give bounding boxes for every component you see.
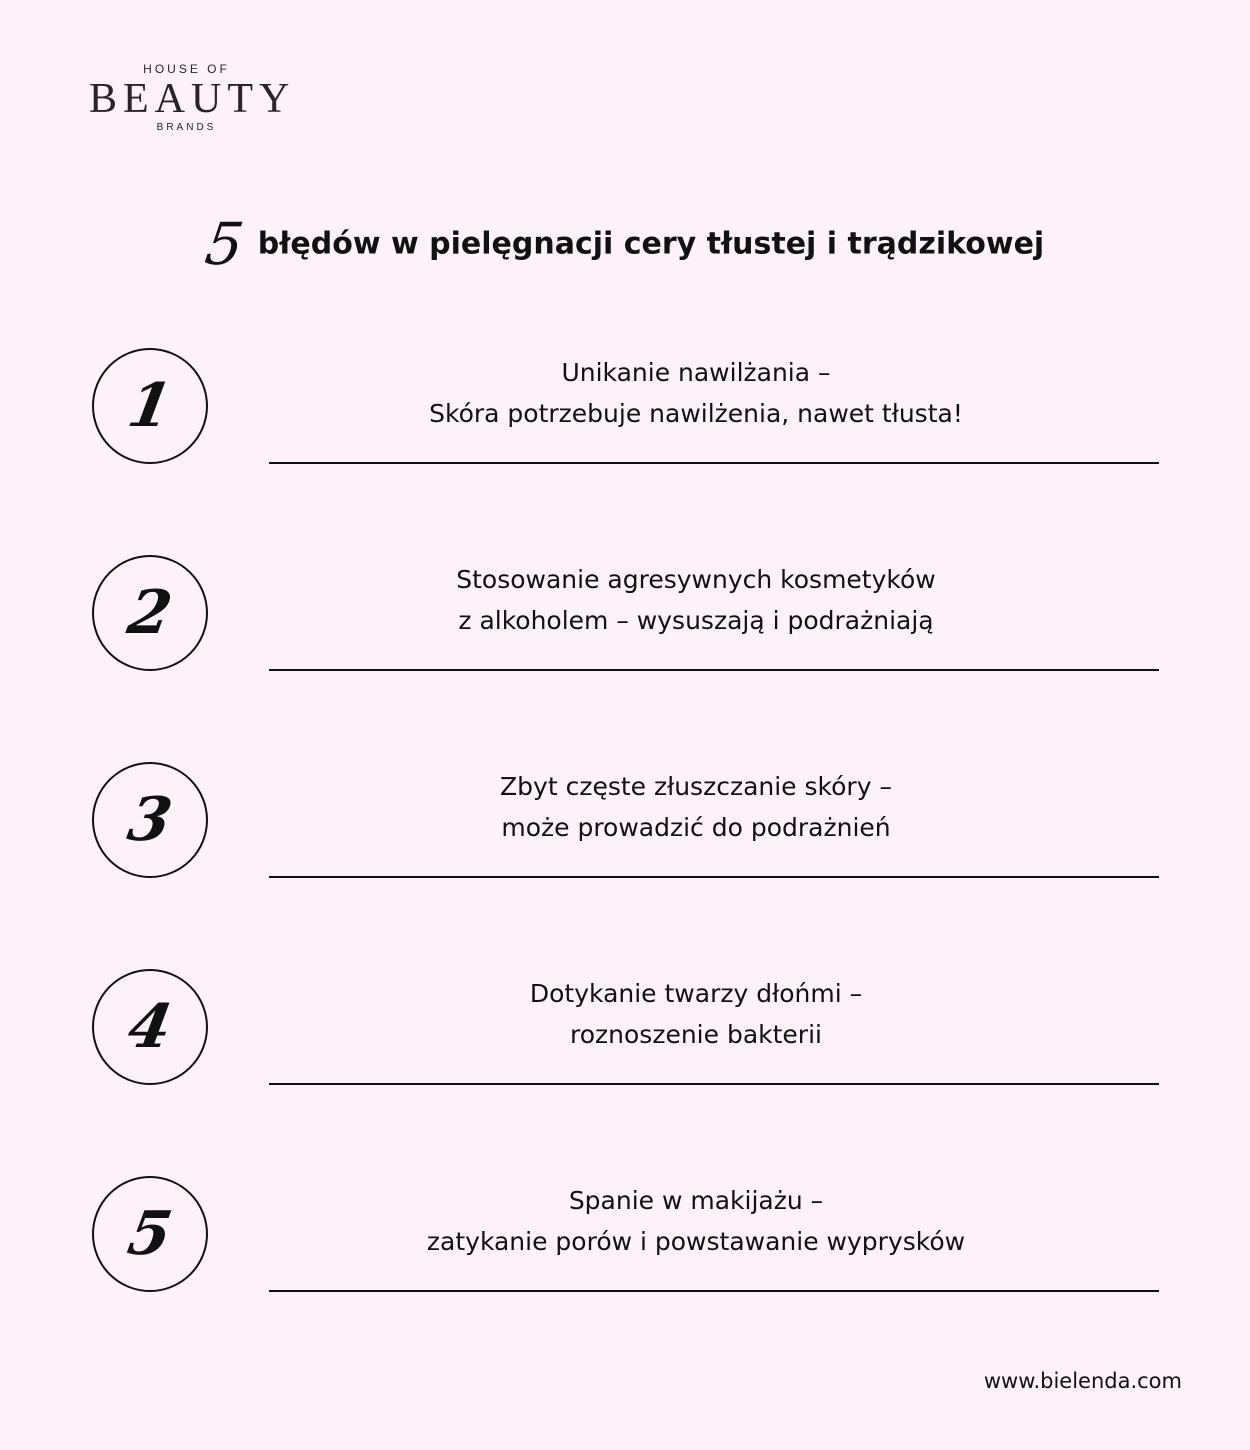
page-title	[0, 210, 1250, 278]
item-line-1: Unikanie nawilżania –	[561, 358, 831, 387]
item-line-1: Spanie w makijażu –	[568, 1186, 824, 1215]
list-item	[0, 1176, 1250, 1336]
item-number: 1	[122, 371, 178, 441]
number-circle	[92, 348, 208, 464]
item-number: 5	[122, 1199, 178, 1269]
list-item	[0, 969, 1250, 1129]
divider-line	[269, 1290, 1159, 1292]
item-number: 3	[122, 785, 178, 855]
number-circle	[92, 1176, 208, 1292]
brand-logo	[85, 62, 296, 133]
divider-line	[269, 876, 1159, 878]
item-text	[270, 973, 1122, 1055]
item-line-2: może prowadzić do podrażnień	[501, 813, 891, 842]
item-number: 2	[122, 578, 178, 648]
divider-line	[269, 462, 1159, 464]
number-circle	[92, 555, 208, 671]
item-text	[270, 1180, 1122, 1262]
number-circle	[92, 969, 208, 1085]
item-line-1: Zbyt częste złuszczanie skóry –	[500, 772, 892, 801]
item-line-2: zatykanie porów i powstawanie wyprysków	[426, 1227, 966, 1256]
list-item	[0, 348, 1250, 508]
title-text: błędów w pielęgnacji cery tłustej i trądzikowej	[257, 226, 1045, 262]
item-text	[270, 352, 1122, 434]
logo-top-text: HOUSE OF	[143, 62, 230, 76]
logo-main-text: BEAUTY	[89, 76, 296, 122]
title-number: 5	[201, 210, 248, 278]
number-circle	[92, 762, 208, 878]
list-item	[0, 555, 1250, 715]
divider-line	[269, 1083, 1159, 1085]
divider-line	[269, 669, 1159, 671]
item-line-2: Skóra potrzebuje nawilżenia, nawet tłusta!	[429, 399, 963, 428]
item-number: 4	[122, 992, 178, 1062]
item-line-2: z alkoholem – wysuszają i podrażniają	[458, 606, 934, 635]
item-line-2: roznoszenie bakterii	[570, 1020, 822, 1049]
footer-url: www.bielenda.com	[983, 1369, 1182, 1393]
item-line-1: Dotykanie twarzy dłońmi –	[529, 979, 863, 1008]
list-item	[0, 762, 1250, 922]
logo-bottom-text: BRANDS	[156, 122, 217, 133]
item-text	[270, 766, 1122, 848]
item-line-1: Stosowanie agresywnych kosmetyków	[456, 565, 936, 594]
item-text	[270, 559, 1122, 641]
